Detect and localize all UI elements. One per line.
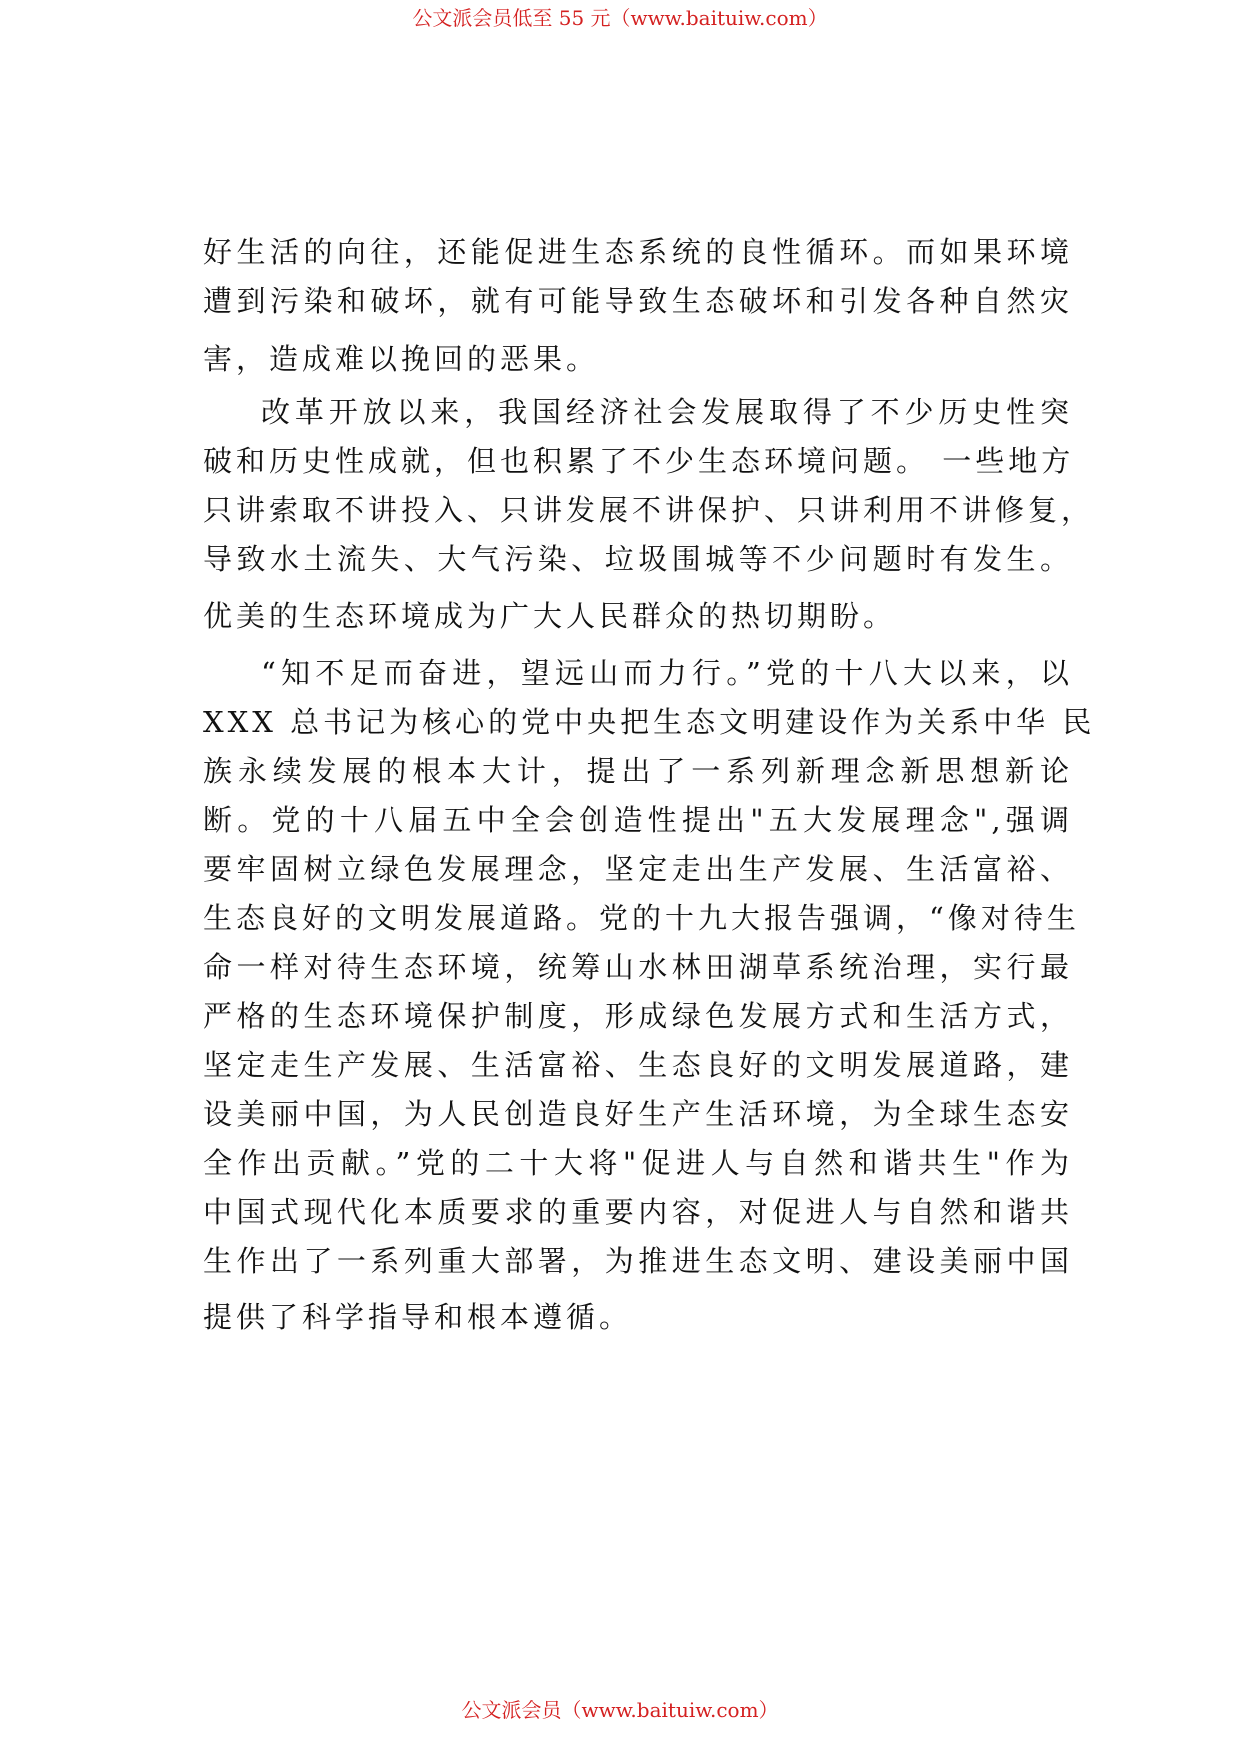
text-line: 提供了科学指导和根本遵循。 — [203, 1300, 633, 1334]
text-line: 破和历史性成就，但也积累了不少生态环境问题。 一些地方 — [203, 444, 1075, 478]
text-line: 族永续发展的根本大计，提出了一系列新理念新思想新论 — [203, 754, 1073, 788]
text-line: 中国式现代化本质要求的重要内容，对促进人与自然和谐共 — [203, 1195, 1073, 1229]
text-line: 改革开放以来，我国经济社会发展取得了不少历史性突 — [261, 395, 1073, 429]
text-line: 导致水土流失、大气污染、垃圾围城等不少问题时有发生。 — [203, 542, 1073, 576]
page-footer-watermark: 公文派会员（www.baituiw.com） — [461, 1698, 779, 1722]
page-header-watermark: 公文派会员低至 55 元（www.baituiw.com） — [412, 6, 828, 30]
text-line: 断。党的十八届五中全会创造性提出"五大发展理念",强调 — [203, 803, 1073, 837]
text-line: 好生活的向往，还能促进生态系统的良性循环。而如果环境 — [203, 235, 1073, 269]
text-line: 生态良好的文明发展道路。党的十九大报告强调，“像对待生 — [203, 901, 1080, 935]
text-line: 命一样对待生态环境，统筹山水林田湖草系统治理，实行最 — [203, 950, 1073, 984]
text-line: 遭到污染和破坏，就有可能导致生态破坏和引发各种自然灾 — [203, 284, 1073, 318]
text-line: 要牢固树立绿色发展理念，坚定走出生产发展、生活富裕、 — [203, 852, 1073, 886]
text-line: 设美丽中国，为人民创造良好生产生活环境，为全球生态安 — [203, 1097, 1073, 1131]
text-line: XXX 总书记为核心的党中央把生态文明建设作为关系中华 民 — [203, 705, 1096, 739]
text-line: 生作出了一系列重大部署，为推进生态文明、建设美丽中国 — [203, 1244, 1073, 1278]
text-line: 害，造成难以挽回的恶果。 — [203, 342, 600, 376]
text-line: 严格的生态环境保护制度，形成绿色发展方式和生活方式， — [203, 999, 1073, 1033]
text-line: 坚定走生产发展、生活富裕、生态良好的文明发展道路，建 — [203, 1048, 1073, 1082]
text-line: 全作出贡献。”党的二十大将"促进人与自然和谐共生"作为 — [203, 1146, 1073, 1180]
text-line: “知不足而奋进，望远山而力行。”党的十八大以来，以 — [261, 656, 1073, 690]
text-line: 优美的生态环境成为广大人民群众的热切期盼。 — [203, 599, 897, 633]
text-line: 只讲索取不讲投入、只讲发展不讲保护、只讲利用不讲修复， — [203, 493, 1095, 527]
